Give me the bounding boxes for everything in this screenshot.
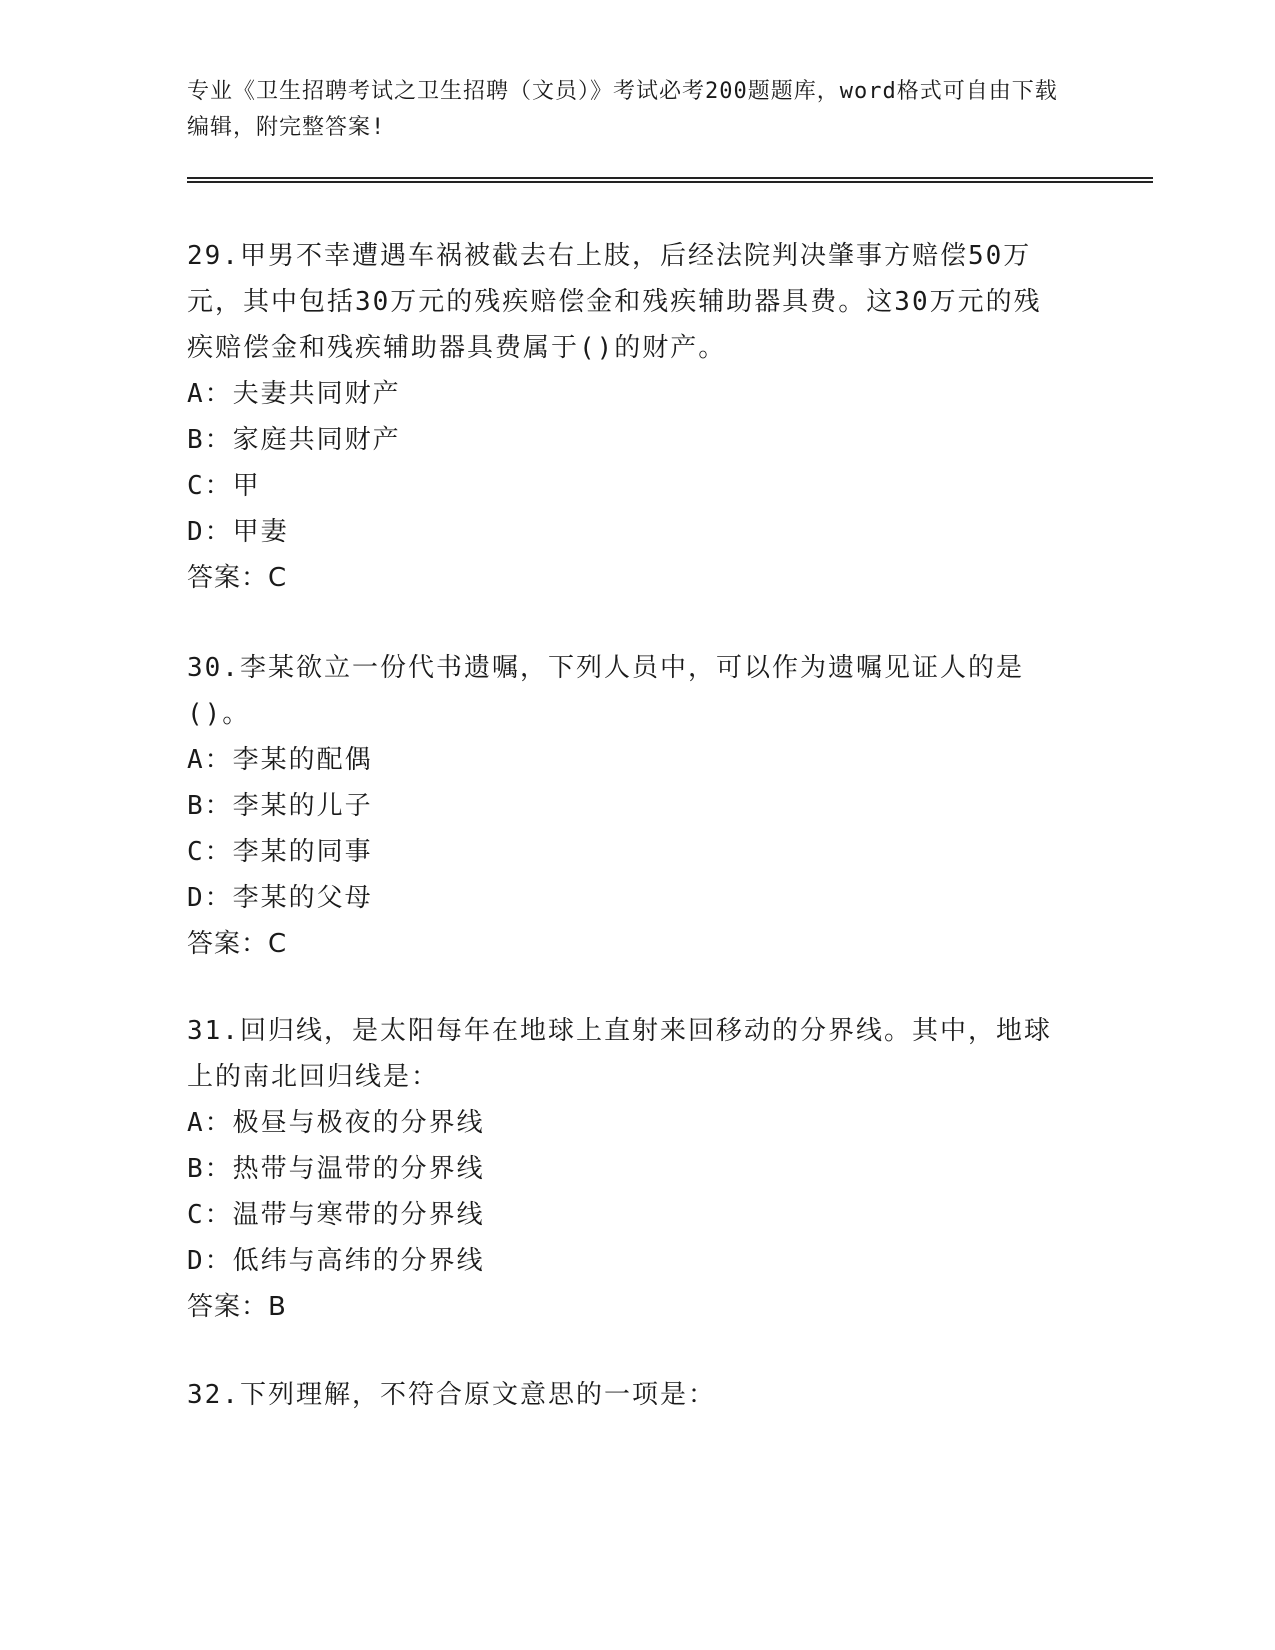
question-text: 30.李某欲立一份代书遗嘱，下列人员中，可以作为遗嘱见证人的是()。 [187,653,1024,729]
answer: 答案：C [187,563,288,593]
option-d: D：甲妻 [187,517,289,547]
option-c: C：温带与寒带的分界线 [187,1200,485,1230]
question-30 [187,645,1067,967]
option-b: B：家庭共同财产 [187,425,401,455]
option-a: A：夫妻共同财产 [187,379,401,409]
question-text: 32.下列理解，不符合原文意思的一项是： [187,1380,716,1410]
answer: 答案：B [187,1292,287,1322]
header-divider-top [187,177,1153,179]
option-a: A：李某的配偶 [187,745,373,775]
question-31 [187,1008,1067,1330]
option-a: A：极昼与极夜的分界线 [187,1108,485,1138]
question-text: 31.回归线，是太阳每年在地球上直射来回移动的分界线。其中，地球上的南北回归线是： [187,1016,1052,1092]
option-b: B：热带与温带的分界线 [187,1154,485,1184]
question-29 [187,233,1067,601]
option-c: C：李某的同事 [187,837,373,867]
answer: 答案：C [187,929,288,959]
question-32 [187,1372,1067,1418]
header-divider-bottom [187,181,1153,183]
option-b: B：李某的儿子 [187,791,373,821]
option-c: C：甲 [187,471,261,501]
option-d: D：李某的父母 [187,883,373,913]
document-header: 专业《卫生招聘考试之卫生招聘（文员）》考试必考200题题库，word格式可自由下载编辑，附完整答案! [187,79,1058,140]
option-d: D：低纬与高纬的分界线 [187,1246,485,1276]
question-text: 29.甲男不幸遭遇车祸被截去右上肢，后经法院判决肇事方赔偿50万元，其中包括30万元的残疾赔偿金和残疾辅助器具费。这30万元的残疾赔偿金和残疾辅助器具费属于()的财产。 [187,241,1042,363]
